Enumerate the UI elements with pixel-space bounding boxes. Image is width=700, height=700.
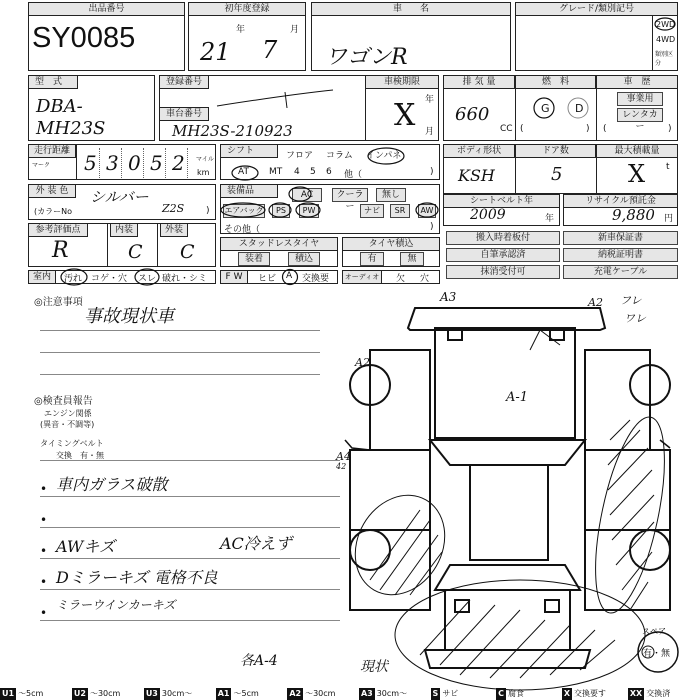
interior-cond-label: 室内 (28, 270, 56, 284)
hood (435, 328, 575, 438)
report-item: Dミラーキズ 電格不良 (56, 568, 218, 587)
inspection-mark: X (394, 98, 416, 133)
engine-label: エンジン関係 (44, 409, 92, 418)
interior-cond-dirt: 汚れ (64, 274, 83, 284)
inspector-label: ◎検査員報告 (34, 396, 93, 407)
report-bullet: • (40, 544, 48, 558)
document-button: 納税証明書 (563, 248, 678, 262)
timing-options: 交換 有・無 (56, 451, 104, 460)
class-label: 類別区分 (655, 51, 674, 67)
recycle-unit: 円 (664, 214, 674, 224)
interior-cond-burn: コゲ・穴 (91, 274, 128, 284)
equipment-item: SR (390, 204, 410, 218)
equipment-item: PW (299, 204, 319, 218)
mileage-digit: 5 (84, 151, 97, 175)
studless-installed: 装着 (238, 252, 270, 266)
reg-scribble (215, 88, 335, 110)
fw-label: F W (220, 270, 248, 284)
rear-left-door (350, 530, 430, 610)
diagram-label: A2 (588, 296, 603, 309)
equipment-item: ナビ (360, 204, 384, 218)
doors-label: ドア数 (515, 144, 596, 158)
score: R (52, 238, 69, 263)
report-item: ミラーウインカーキズ (56, 598, 176, 612)
audio-hole: 穴 (420, 274, 430, 284)
front-bumper (408, 308, 605, 330)
mileage-digit: 0 (128, 151, 141, 175)
color: シルバー (90, 188, 149, 206)
fw-a-circle (281, 268, 299, 286)
fuel-d-circle (566, 96, 590, 120)
report-item: 車内ガラス破散 (56, 475, 168, 494)
legend-key: S (432, 689, 439, 698)
document-button: 搬入時着板付 (446, 231, 560, 245)
document-button: 新車保証書 (563, 231, 678, 245)
report-bullet: • (40, 575, 48, 589)
equipment-item: エアバッグ (223, 204, 265, 218)
audio-missing: 欠 (396, 274, 406, 284)
lot-label: 出品番号 (28, 2, 185, 16)
document-button: 自筆承認済 (446, 248, 560, 262)
mileage-digit: 5 (150, 151, 163, 175)
capacity-label: 最大積載量 (596, 144, 678, 158)
windshield (430, 440, 585, 465)
mileage-unit-top: マイル (196, 156, 214, 163)
doors: 5 (551, 164, 563, 185)
body-type: KSH (458, 166, 495, 185)
report-bullet: • (40, 482, 48, 496)
legend-value: 交換済 (646, 689, 671, 698)
report-line (40, 527, 340, 528)
interior-cond-tear: 破れ・シミ (162, 274, 208, 284)
legend-value: ～30cm (305, 689, 336, 698)
tire-yes: 有 (360, 252, 384, 266)
inspection-label: 車検期限 (365, 75, 439, 89)
reg-no-label: 登録番号 (159, 75, 209, 89)
fuel-g-circle (532, 96, 556, 120)
legend-value: 腐食 (508, 689, 525, 698)
legend-value: ～5cm (233, 689, 259, 698)
document-button: 抹消受付可 (446, 265, 560, 279)
recycle-amount: 9,880 (612, 206, 655, 224)
recycle-label: リサイクル預託金 (563, 194, 678, 208)
tire-label: タイヤ積込 (342, 237, 440, 251)
shift-option: コラム (326, 151, 353, 161)
first-reg-month: 7 (262, 36, 278, 64)
mileage-unit-km: km (197, 168, 210, 177)
legend-value: ～30cm (89, 689, 121, 698)
inspection-year-unit: 年 (425, 95, 435, 105)
legend-key: A3 (360, 689, 373, 698)
fuel-g: G (541, 102, 550, 115)
exterior-grade: C (180, 241, 195, 263)
diagram-label: A3 (440, 290, 457, 304)
tire-no: 無 (400, 252, 424, 266)
equipment-other: その他（ (224, 225, 261, 235)
first-reg-year-unit: 年 (236, 25, 246, 35)
front-right-fender (585, 350, 650, 450)
ps-circle (268, 202, 292, 218)
mileage-digit: 3 (106, 151, 119, 175)
color-label: 外 装 色 (28, 184, 76, 198)
report-line (40, 620, 340, 621)
dirt-circle (60, 268, 88, 286)
legend-key: X (563, 689, 571, 698)
exterior-label: 外装 (160, 223, 188, 237)
interior-grade: C (128, 241, 143, 263)
first-reg-label: 初年度登録 (188, 2, 306, 16)
shift-at: AT (238, 167, 249, 177)
shift-mt: MT (269, 167, 283, 177)
drive-4wd: 4WD (656, 35, 676, 44)
legend-key: XX (629, 689, 643, 698)
shift-gear: 4 (294, 167, 300, 177)
interior-cond-scuff: スレ (138, 274, 157, 284)
history-label: 車 歴 (596, 75, 678, 89)
front-left-door (350, 450, 430, 530)
diagram-label: 42 (336, 462, 347, 471)
report-line (40, 589, 340, 590)
scuff-circle (134, 268, 160, 286)
color-code: Z2S (162, 202, 185, 215)
equipment-item: AC (292, 188, 322, 202)
color-no-label: (カラーNo (34, 207, 72, 216)
rear-right-door (585, 530, 670, 610)
bottom-note: 各A-4 (240, 653, 278, 669)
report-line (40, 496, 340, 497)
capacity-unit: t (666, 162, 670, 172)
equipment-item: PS (272, 204, 290, 218)
aw-circle (415, 202, 439, 218)
pw-circle (295, 202, 321, 218)
cc-unit: CC (500, 124, 513, 134)
car-name: ワゴンR (325, 45, 408, 70)
shift-at-circle (230, 160, 260, 180)
shift-gear: 5 (310, 167, 316, 177)
displacement: 660 (455, 104, 490, 125)
inspection-month-unit: 月 (425, 127, 435, 137)
shift-option: インパネ (366, 151, 402, 161)
equipment-label: 装備品 (220, 184, 278, 198)
legend-key: A1 (217, 689, 230, 698)
mark-label: マーク (32, 162, 51, 169)
report-line (40, 558, 340, 559)
history-rental: レンタカー (617, 108, 663, 122)
front-left-fender (370, 350, 430, 450)
rear-window (435, 565, 580, 590)
shift-option: フロア (286, 151, 314, 161)
displacement-label: 排 気 量 (443, 75, 515, 89)
diagram-label: A4 (336, 450, 351, 463)
diagram-label: フレ (620, 294, 642, 307)
chassis-number: MH23S-210923 (172, 122, 293, 140)
capacity: X (628, 160, 646, 188)
studless-label: スタッドレスタイヤ (220, 237, 338, 251)
report-item: AC冷えず (220, 534, 292, 553)
caution-text: 事故現状車 (84, 306, 174, 327)
equipment-item: AW (418, 204, 436, 218)
legend-value: 30cm～ (376, 689, 408, 698)
model: DBA-MH23S (36, 96, 106, 139)
shift-other: 他（ (344, 170, 363, 180)
roof (470, 465, 548, 560)
drive-2wd-circle (652, 15, 678, 29)
seatbelt-unit: 年 (545, 214, 555, 224)
equipment-item: クーラー (332, 188, 368, 202)
legend-value: 交換要す (574, 689, 607, 698)
car-name-label: 車 名 (311, 2, 511, 16)
front-right-door (585, 450, 670, 530)
legend-value: 30cm～ (161, 689, 193, 698)
diagram-label: A2 (355, 356, 370, 369)
legend-key: U2 (73, 689, 86, 698)
report-item: AWキズ (56, 537, 116, 556)
mileage-label: 走行距離 (28, 144, 76, 158)
grade-label: グレード/類別記号 (515, 2, 678, 16)
first-reg-month-unit: 月 (290, 25, 300, 35)
fuel-label: 燃 料 (515, 75, 596, 89)
legend-value: ～5cm (18, 689, 44, 698)
fw-a: A (286, 271, 293, 281)
lot-number: SY0085 (32, 22, 136, 54)
legend-key: A2 (289, 689, 302, 698)
studless-loaded: 積込 (288, 252, 320, 266)
history-business: 事業用 (617, 92, 663, 106)
shift-inpane-circle (366, 146, 406, 166)
report-bullet: • (40, 606, 48, 620)
first-reg-year: 21 (200, 38, 231, 66)
legend-key: U1 (2, 689, 15, 698)
document-button: 充電ケーブル (563, 265, 678, 279)
legend-value: サビ (442, 689, 459, 698)
chassis-label: 車台番号 (159, 107, 209, 121)
interior-label: 内装 (110, 223, 138, 237)
spare-label: スペア (642, 627, 666, 636)
drive-2wd: 2WD (656, 20, 676, 29)
equipment-item: 無し (376, 188, 406, 202)
caution-label: ◎注意事項 (34, 297, 83, 308)
report-bullet: • (40, 513, 48, 527)
seatbelt-label: シートベルト年 (443, 194, 560, 208)
ac-circle (288, 186, 312, 202)
shift-label: シフト (220, 144, 278, 158)
score-label: 参考評価点 (28, 223, 88, 237)
engine-sub: (異音・不調等) (40, 420, 95, 429)
diagram-label: 現状 (360, 659, 388, 675)
fw-replace: 交換要 (302, 274, 330, 284)
timing-label: タイミングベルト (40, 439, 104, 448)
damage-legend (0, 688, 700, 700)
seatbelt-year: 2009 (470, 207, 506, 223)
diagram-label: ワレ (624, 312, 646, 325)
shift-gear: 6 (326, 167, 332, 177)
airbag-circle (220, 202, 266, 218)
fuel-d: D (575, 102, 584, 115)
audio-label: オーディオ (342, 270, 382, 284)
diagram-label: A-1 (506, 390, 529, 405)
fw-crack: ヒビ (258, 274, 277, 284)
model-label: 型 式 (28, 75, 78, 89)
legend-key: C (498, 689, 505, 698)
car-diagram (330, 290, 700, 688)
legend-key: U3 (145, 689, 158, 698)
body-label: ボディ形状 (443, 144, 515, 158)
mileage-digit: 2 (172, 151, 185, 175)
spare-options: 有・無 (643, 649, 671, 659)
